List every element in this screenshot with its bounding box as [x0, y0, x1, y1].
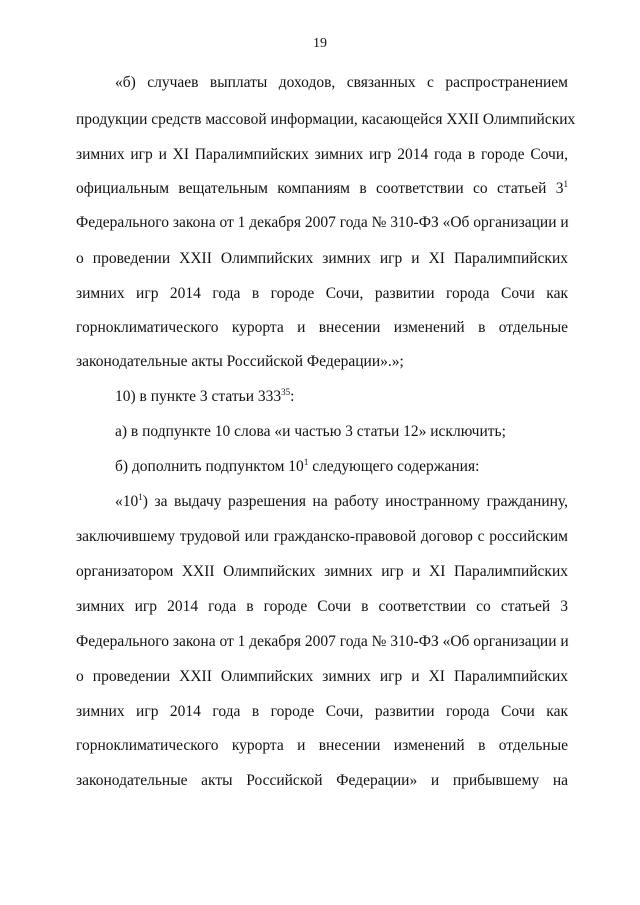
text-line: официальным вещательным компаниям в соответствии со статьей $3^1$: [76, 179, 568, 197]
text-line: 10) в пункте 3 статьи $333^{35}$:: [115, 387, 295, 405]
text-line: а) в подпункте 10 слова «и частью 3 статьи 12» исключить;: [115, 423, 506, 440]
text-line: зимних игр и XI Паралимпийских зимних игр 2014 года в городе Сочи,: [76, 146, 568, 163]
text-line: горноклиматического курорта и внесении изменений в отдельные: [76, 319, 568, 336]
text-line: Федерального закона от 1 декабря 2007 года № 310-ФЗ «Об организации и: [76, 214, 569, 231]
text-line: «$10^1$) за выдачу разрешения на работу иностранному гражданину,: [115, 492, 568, 510]
text-line: законодательные акты Российской Федерации» и прибывшему на: [76, 772, 568, 789]
text-line: зимних игр 2014 года в городе Сочи в соответствии со статьей 3: [76, 598, 568, 615]
text-line: о проведении XXII Олимпийских зимних игр и XI Паралимпийских: [76, 250, 568, 267]
text-line: организатором XXII Олимпийских зимних игр и XI Паралимпийских: [76, 563, 568, 580]
text-line: о проведении XXII Олимпийских зимних игр и XI Паралимпийских: [76, 668, 568, 685]
text-line: законодательные акты Российской Федерации».»;: [76, 353, 404, 370]
text-line: зимних игр 2014 года в городе Сочи, развитии города Сочи как: [76, 703, 568, 720]
page-number: 19: [313, 36, 327, 51]
text-line: заключившему трудовой или гражданско-правовой договор с российским: [76, 528, 568, 545]
text-line: «б) случаев выплаты доходов, связанных с распространением: [115, 74, 568, 91]
text-line: горноклиматического курорта и внесении изменений в отдельные: [76, 737, 568, 754]
text-line: Федерального закона от 1 декабря 2007 года № 310-ФЗ «Об организации и: [76, 633, 569, 650]
text-line: продукции средств массовой информации, касающейся XXII Олимпийских: [76, 111, 576, 128]
text-line: б) дополнить подпунктом $10^1$ следующего содержания:: [115, 457, 480, 475]
text-line: зимних игр 2014 года в городе Сочи, развитии города Сочи как: [76, 285, 568, 302]
